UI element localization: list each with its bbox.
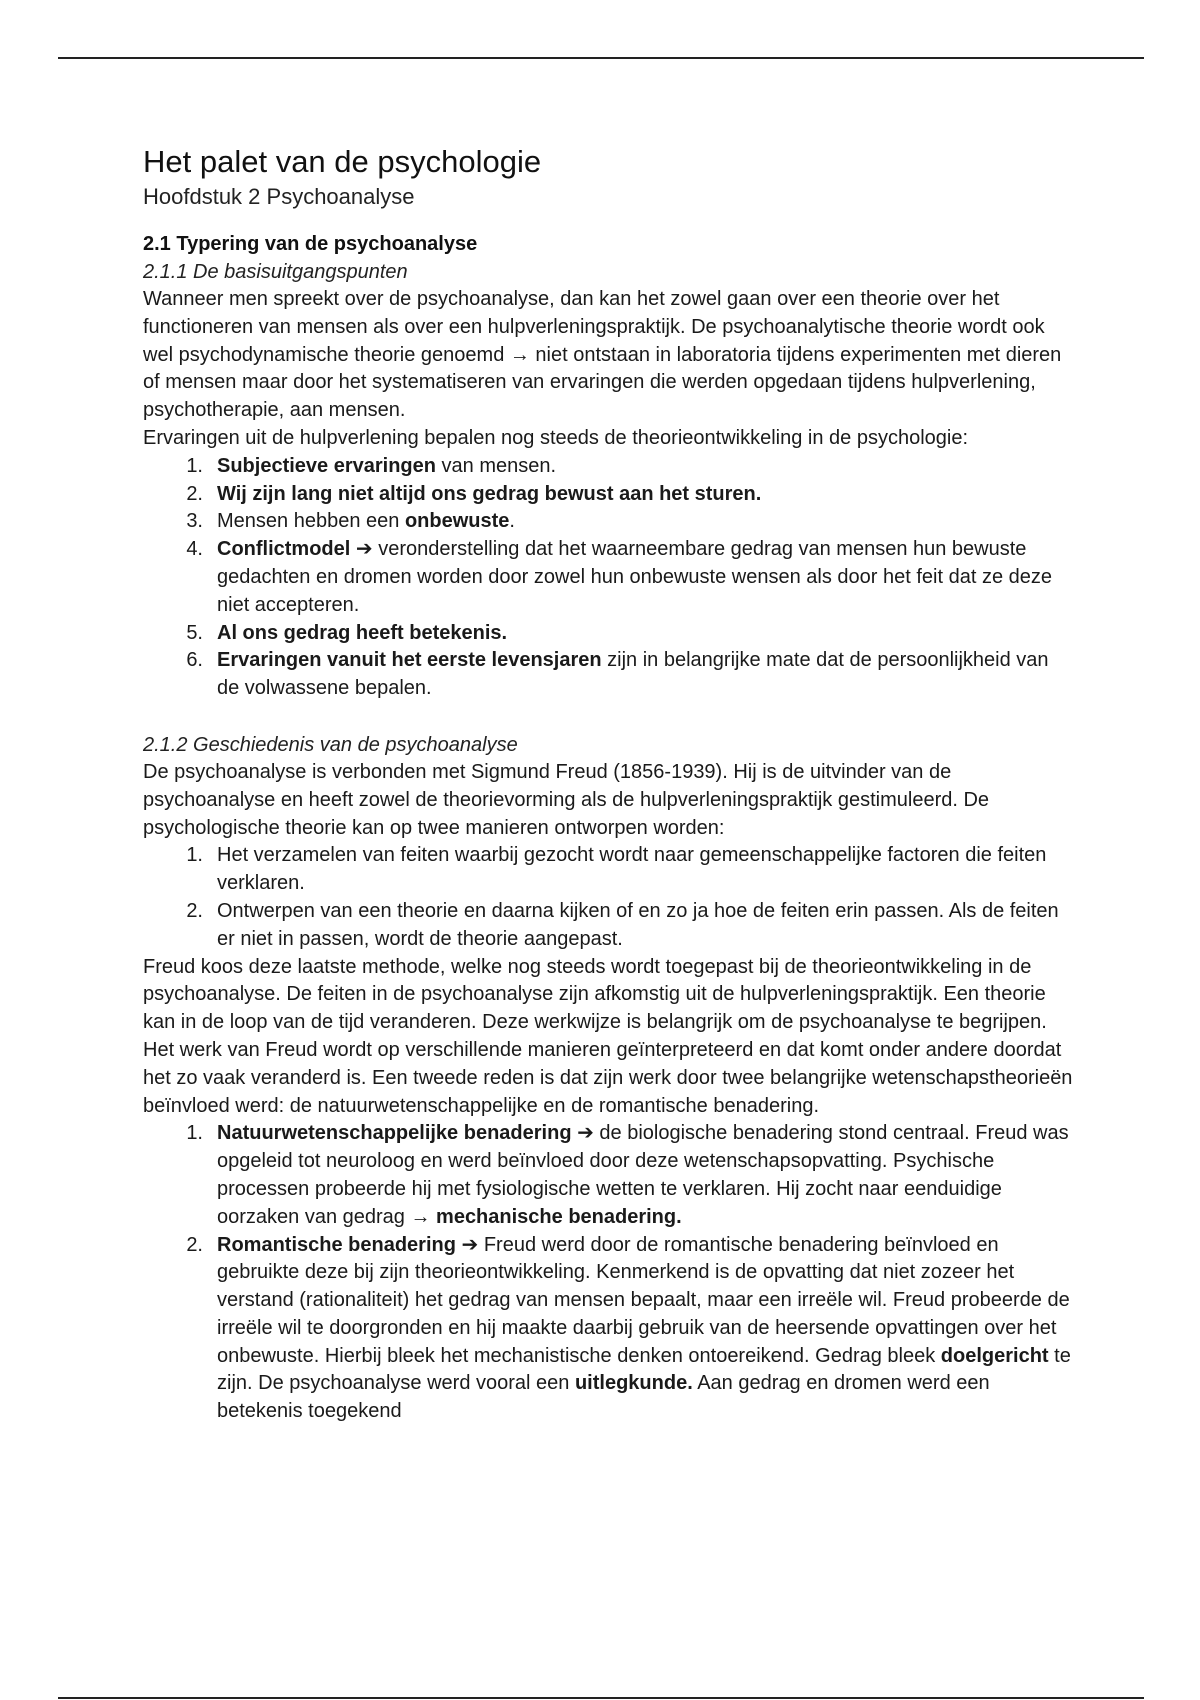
list-bold-text: Subjectieve ervaringen bbox=[217, 454, 436, 477]
subsection-heading-2-1-2: 2.1.2 Geschiedenis van de psychoanalyse bbox=[143, 733, 518, 756]
section-heading-2-1: 2.1 Typering van de psychoanalyse bbox=[143, 233, 478, 255]
list-number: 6. bbox=[186, 649, 203, 672]
list-item bbox=[143, 481, 1073, 509]
list-text: de biologische benadering stond centraal. Freud was opgeleid tot neuroloog en werd beïnvloed door deze wetenschapsopvatting. Psychische processen probeerde hij met fysiologische wetten te verklaren. Hij zocht naar eenduidige oorzaken van gedrag bbox=[217, 1122, 1069, 1228]
list-bold-text: mechanische benadering. bbox=[436, 1205, 682, 1228]
list-bold-text: Conflictmodel bbox=[217, 538, 351, 561]
list-number: 3. bbox=[186, 510, 203, 533]
list-text: veronderstelling dat het waarneembare gedrag van mensen hun bewuste gedachten en dromen worden door zowel hun onbewuste wensen als door het feit dat ze deze niet accepteren. bbox=[217, 538, 1052, 616]
list-bold-text: onbewuste bbox=[404, 510, 510, 533]
list-bold-text: Natuurwetenschappelijke benadering bbox=[217, 1122, 572, 1145]
arrow-icon: ➔ bbox=[455, 1233, 479, 1256]
list-item bbox=[143, 508, 1073, 536]
list-number: 4. bbox=[186, 538, 203, 561]
list-item bbox=[143, 842, 1073, 898]
paragraph: Freud koos deze laatste methode, welke nog steeds wordt toegepast bij de theorieontwikkeling in de psychoanalyse. De feiten in de psychoanalyse zijn afkomstig uit de hulpverleningspraktijk. Een theorie kan in de loop van de tijd veranderen. Deze werkwijze is belangrijk om de psychoanalyse te begrijpen. bbox=[143, 955, 1047, 1034]
top-rule bbox=[58, 57, 1144, 59]
list-text: . bbox=[509, 510, 515, 533]
list-item bbox=[143, 898, 1073, 954]
list-item bbox=[143, 647, 1073, 703]
list-bold-text: Romantische benadering bbox=[217, 1233, 456, 1256]
paragraph: Ervaringen uit de hulpverlening bepalen nog steeds de theorieontwikkeling in de psychologie: bbox=[143, 426, 968, 449]
list-number: 5. bbox=[186, 621, 203, 644]
arrow-icon: → bbox=[410, 1205, 437, 1228]
paragraph: Het werk van Freud wordt op verschillende manieren geïnterpreteerd en dat komt onder andere doordat het zo vaak veranderd is. Een tweede reden is dat zijn werk door twee belangrijke wetenschapstheorieën beïnvloed werd: de natuurwetenschappelijke en de romantische benadering. bbox=[143, 1038, 1073, 1117]
bottom-rule bbox=[58, 1697, 1144, 1699]
list-text: van mensen. bbox=[435, 454, 557, 477]
list-text: Het verzamelen van feiten waarbij gezocht wordt naar gemeenschappelijke factoren die feiten verklaren. bbox=[217, 844, 1047, 895]
list-number: 2. bbox=[186, 482, 203, 505]
list-item bbox=[143, 453, 1073, 481]
list-number: 1. bbox=[186, 454, 203, 477]
subsection-heading-2-1-1: 2.1.1 De basisuitgangspunten bbox=[143, 261, 408, 283]
arrow-icon: ➔ bbox=[571, 1122, 594, 1145]
list-text: Mensen hebben een bbox=[217, 510, 405, 533]
list-bold-text: doelgericht bbox=[940, 1344, 1049, 1367]
list-item bbox=[143, 620, 1073, 648]
list-bold-text: Ervaringen vanuit het eerste levensjaren bbox=[217, 649, 602, 672]
basisuitgangspunten-list bbox=[143, 453, 1073, 703]
list-number: 2. bbox=[186, 1233, 203, 1256]
list-item bbox=[143, 1232, 1073, 1427]
list-text: Aan gedrag en dromen werd een betekenis toegekend bbox=[217, 1372, 990, 1423]
list-text: te zijn. De psychoanalyse werd vooral een bbox=[217, 1344, 1071, 1395]
document-subtitle: Hoofdstuk 2 Psychoanalyse bbox=[143, 184, 415, 209]
paragraph: De psychoanalyse is verbonden met Sigmund Freud (1856-1939). Hij is de uitvinder van de psychoanalyse en heeft zowel de theorievorming als de hulpverleningspraktijk gestimuleerd. De psychologische theorie kan op twee manieren ontworpen worden: bbox=[143, 760, 990, 839]
list-bold-text: uitlegkunde. bbox=[574, 1372, 693, 1395]
list-bold-text: Al ons gedrag heeft betekenis. bbox=[217, 621, 508, 644]
list-text: zijn in belangrijke mate dat de persoonlijkheid van de volwassene bepalen. bbox=[217, 649, 1049, 700]
methods-list bbox=[143, 842, 1073, 953]
list-text: Freud werd door de romantische benadering beïnvloed en gebruikte deze bij zijn theorieontwikkeling. Kenmerkend is de opvatting dat niet zozeer het verstand (rationaliteit) het gedrag van mensen bepaalt, maar een irreële wil. Freud probeerde de irreële wil te doorgronden en hij maakte daarbij gebruik van de heersende opvattingen over het onbewuste. Hierbij bleek het mechanistische denken ontoereikend. Gedrag bleek bbox=[217, 1233, 1070, 1367]
arrow-icon: ➔ bbox=[350, 538, 373, 561]
paragraph: Wanneer men spreekt over de psychoanalyse, dan kan het zowel gaan over een theorie over het functioneren van mensen als over een hulpverleningspraktijk. De psychoanalytische theorie wordt ook wel psychodynamische theorie genoemd → niet ontstaan in laboratoria tijdens experimenten met dieren of mensen maar door het systematiseren van ervaringen die werden opgedaan tijdens hulpverlening, psychotherapie, aan mensen. bbox=[143, 288, 1062, 422]
list-item bbox=[143, 1120, 1073, 1231]
approaches-list bbox=[143, 1120, 1073, 1426]
document-title: Het palet van de psychologie bbox=[143, 144, 542, 179]
list-number: 1. bbox=[186, 844, 203, 867]
list-number: 2. bbox=[186, 899, 203, 922]
list-text: Ontwerpen van een theorie en daarna kijken of en zo ja hoe de feiten erin passen. Als de feiten er niet in passen, wordt de theorie aangepast. bbox=[217, 899, 1059, 950]
document-body bbox=[143, 142, 1073, 1426]
list-item bbox=[143, 536, 1073, 619]
list-number: 1. bbox=[186, 1122, 203, 1145]
list-bold-text: Wij zijn lang niet altijd ons gedrag bewust aan het sturen. bbox=[217, 482, 762, 505]
